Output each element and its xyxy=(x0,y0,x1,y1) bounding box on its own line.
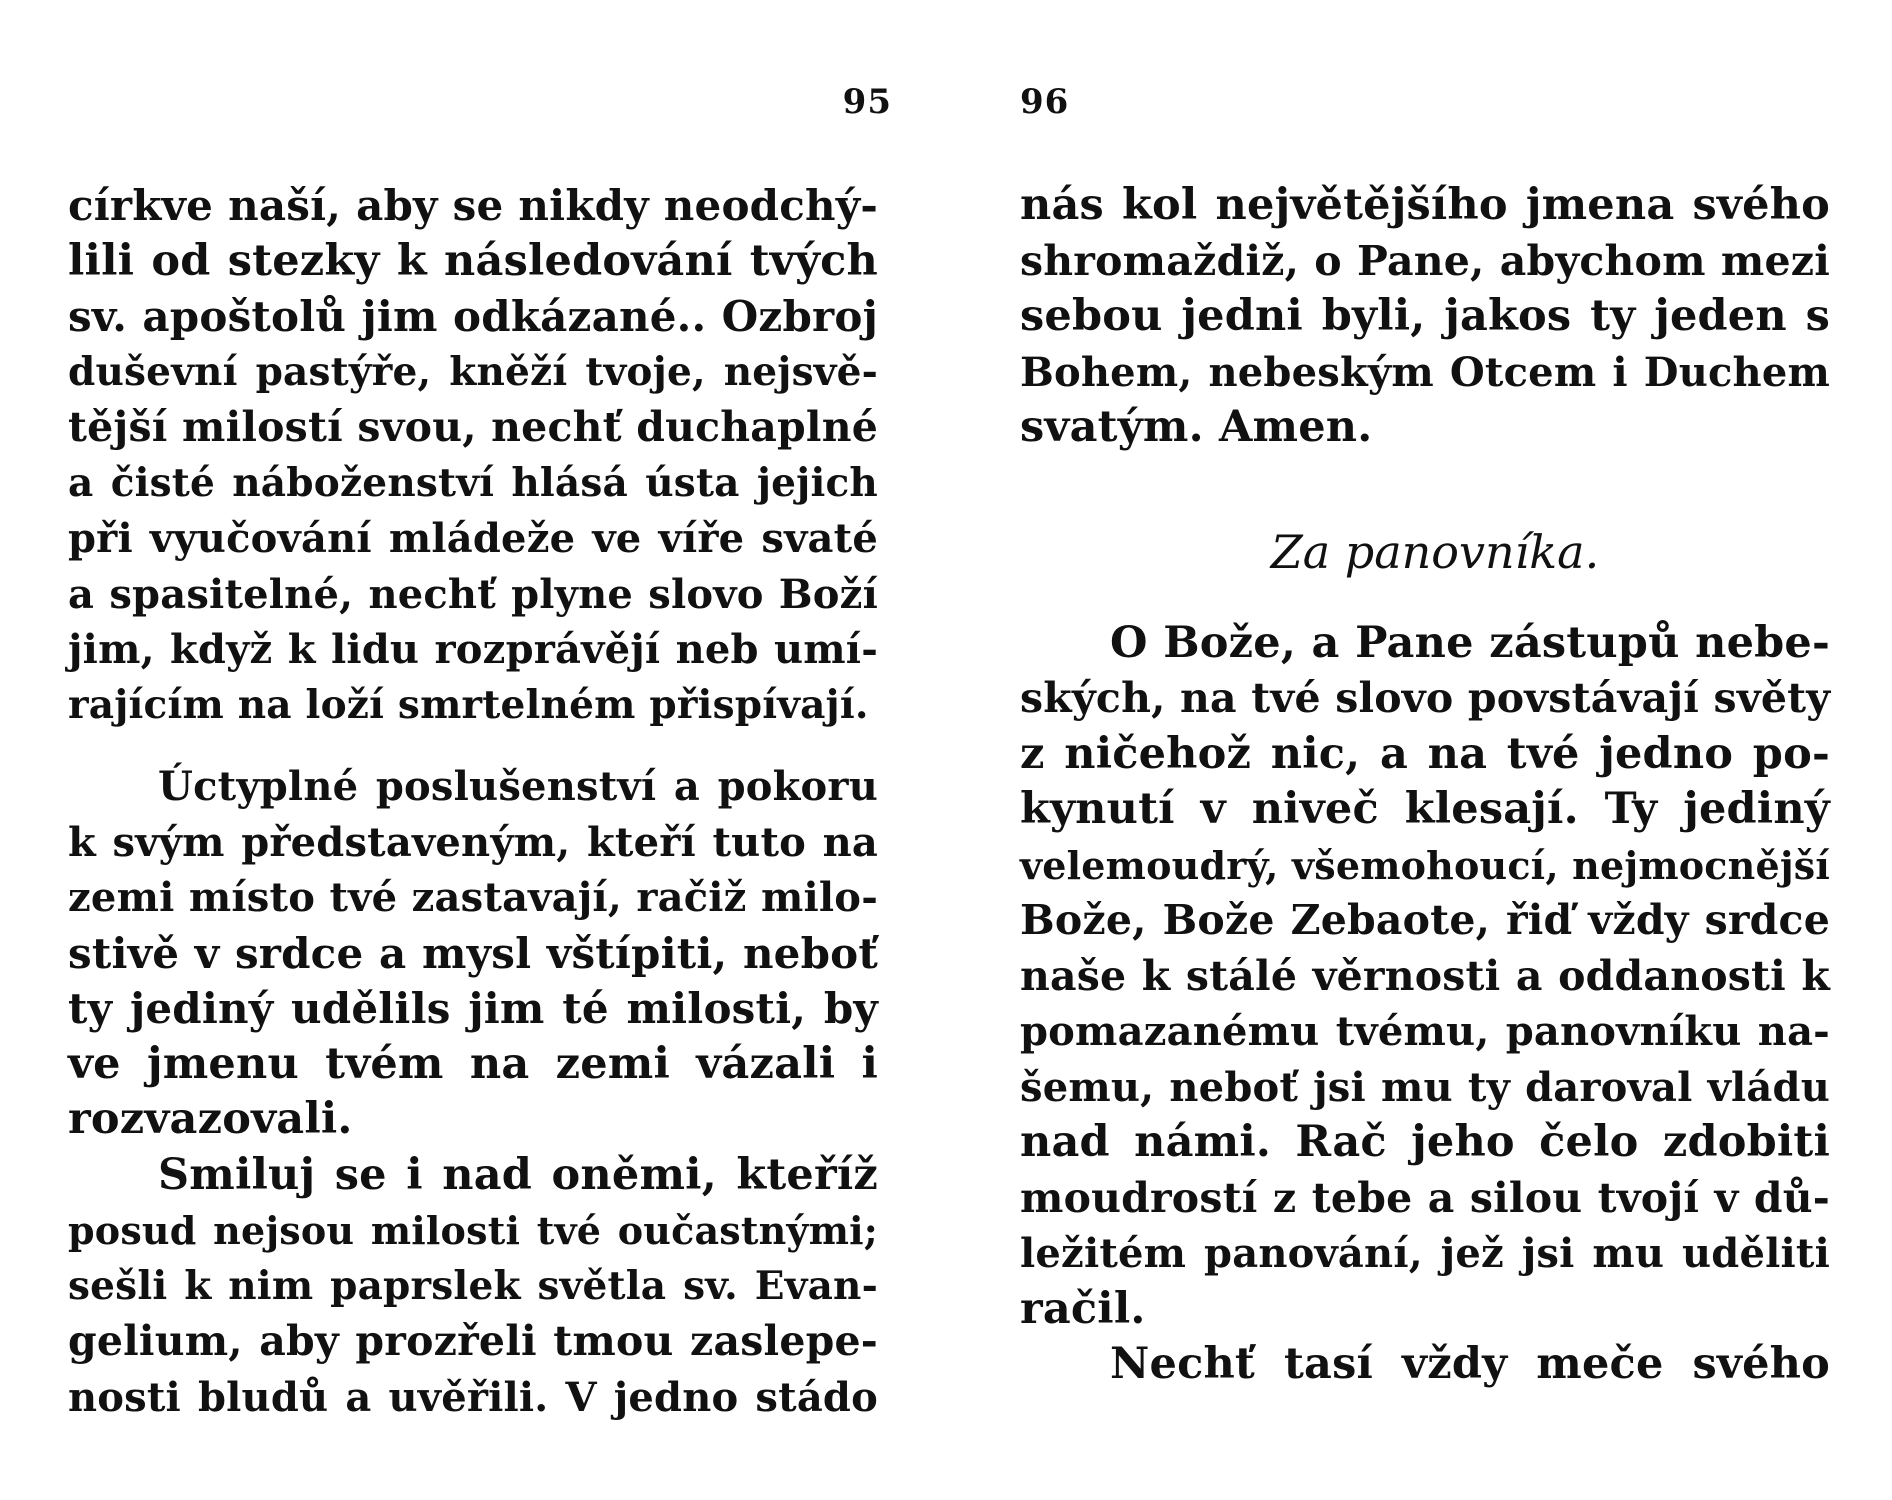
page-number: 95 xyxy=(842,82,892,122)
page-number: 96 xyxy=(1020,82,1070,122)
text-line: kynutí v niveč klesají. Ty jediný xyxy=(1020,784,1830,834)
text-line: stivě v srdce a mysl vštípiti, neboť xyxy=(68,928,878,978)
text-line: a čisté náboženství hlásá ústa jejich xyxy=(68,459,878,506)
text-line: rajícím na loží smrtelném přispívají. xyxy=(68,681,869,728)
text-line: svatým. Amen. xyxy=(1020,402,1373,452)
text-line: ty jediný udělils jim té milosti, by xyxy=(68,984,878,1033)
paragraph xyxy=(68,178,878,733)
paragraph xyxy=(1020,178,1830,456)
text-line: nosti bludů a uvěřili. V jedno stádo xyxy=(68,1373,878,1421)
text-line: gelium, aby prozřeli tmou zaslepe- xyxy=(68,1317,878,1365)
text-line: moudrostí z tebe a silou tvojí v dů- xyxy=(1020,1173,1830,1222)
text-line: lili od stezky k následování tvých xyxy=(68,235,878,286)
text-line: Bohem, nebeským Otcem i Duchem xyxy=(1020,348,1830,396)
text-line: k svým představeným, kteří tuto na xyxy=(68,818,878,866)
text-line: pomazanému tvému, panovníku na- xyxy=(1020,1008,1830,1055)
right-text-block xyxy=(1020,178,1830,1393)
section-title: Za panovníka. xyxy=(1270,524,1600,579)
left-page xyxy=(68,0,892,1500)
text-line: sv. apoštolů jim odkázané.. Ozbroj xyxy=(68,292,878,341)
text-line: ských, na tvé slovo povstávají světy xyxy=(1020,674,1831,722)
text-line: církve naší, aby se nikdy neodchý- xyxy=(68,181,878,230)
text-line: jim, když k lidu rozprávějí neb umí- xyxy=(68,626,878,673)
text-line: Nechť tasí vždy meče svého xyxy=(1110,1339,1830,1389)
text-line: a spasitelné, nechť plyne slovo Boží xyxy=(68,570,878,618)
text-line: ležitém panování, jež jsi mu uděliti xyxy=(1020,1230,1830,1277)
left-text-block xyxy=(68,178,878,1425)
text-line: při vyučování mládeže ve víře svaté xyxy=(68,515,878,562)
text-line: sebou jedni byli, jakos ty jeden s xyxy=(1020,291,1830,341)
text-line: z ničehož nic, a na tvé jedno po- xyxy=(1020,728,1830,779)
paragraph xyxy=(1020,1337,1830,1393)
text-line: shromaždiž, o Pane, abychom mezi xyxy=(1020,236,1830,285)
paragraph-gap xyxy=(68,733,878,759)
text-line: nad námi. Rač jeho čelo zdobiti xyxy=(1020,1117,1830,1167)
paragraph xyxy=(68,759,878,1148)
text-line: zemi místo tvé zastavají, račiž milo- xyxy=(68,874,878,921)
text-line: O Bože, a Pane zástupů nebe- xyxy=(1110,617,1830,668)
text-line: Úctyplné poslušenství a pokoru xyxy=(158,763,878,810)
text-line: sešli k nim paprslek světla sv. Evan- xyxy=(68,1262,878,1309)
text-line: tější milostí svou, nechť duchaplné xyxy=(68,403,878,451)
text-line: šemu, neboť jsi mu ty daroval vládu xyxy=(1020,1063,1830,1111)
paragraph xyxy=(68,1148,878,1426)
text-line: rozvazovali. xyxy=(68,1094,353,1144)
text-line: duševní pastýře, kněží tvoje, nejsvě- xyxy=(68,348,878,395)
text-line: Smiluj se i nad oněmi, kteříž xyxy=(158,1149,878,1200)
text-line: posud nejsou milosti tvé oučastnými; xyxy=(68,1208,878,1253)
text-line: velemoudrý, všemohoucí, nejmocnější xyxy=(1020,842,1831,888)
paragraph xyxy=(1020,616,1830,1338)
right-page xyxy=(1020,0,1830,1500)
text-line: naše k stálé věrnosti a oddanosti k xyxy=(1020,951,1830,1000)
text-line: račil. xyxy=(1020,1283,1146,1334)
text-line: ve jmenu tvém na zemi vázali i xyxy=(68,1038,878,1089)
text-line: nás kol největějšího jmena svého xyxy=(1020,180,1830,230)
text-line: Bože, Bože Zebaote, řiď vždy srdce xyxy=(1020,896,1830,944)
